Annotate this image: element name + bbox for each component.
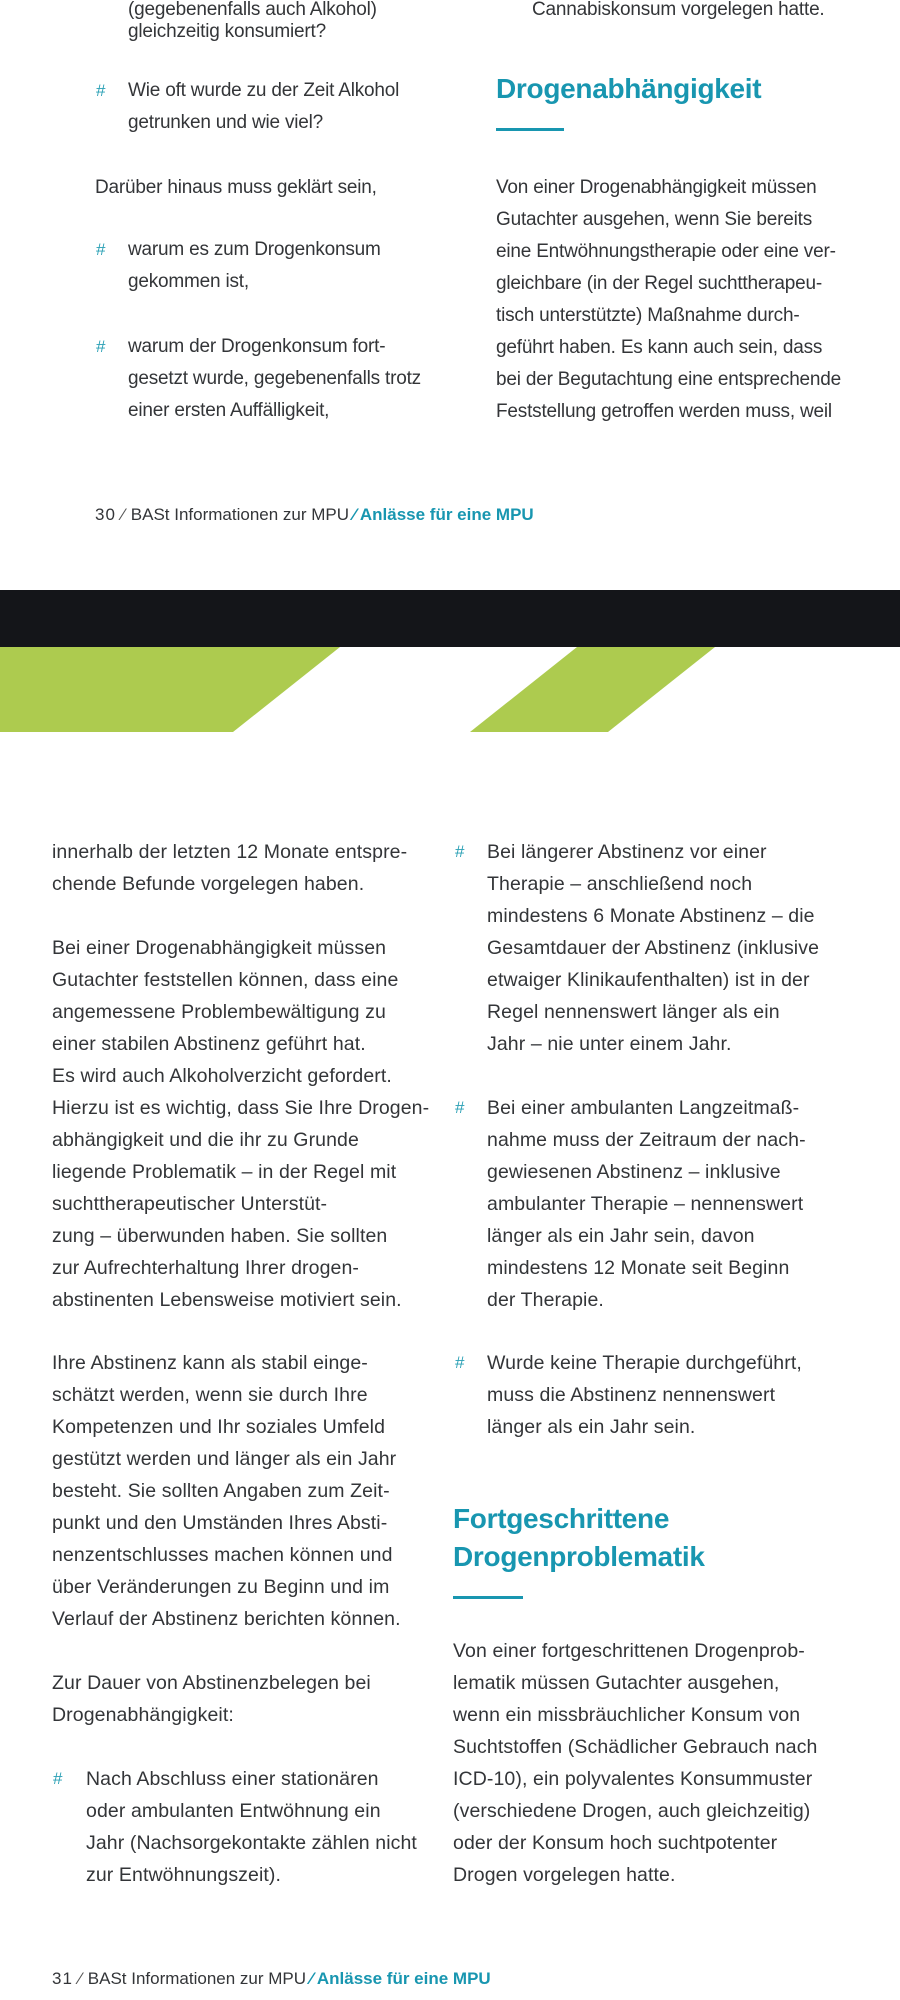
paragraph-dauer-abstinenzbelege: [52, 1667, 371, 1731]
text-line: gestützt werden und länger als ein Jahr: [52, 1448, 397, 1470]
heading-line: Drogenproblematik: [453, 1541, 705, 1572]
text-line: Gutachter ausgehen, wenn Sie bereits: [496, 209, 813, 230]
text-line: Von einer fortgeschrittenen Drogenprob-: [453, 1640, 805, 1662]
intro-paragraph: [95, 172, 377, 204]
text-line: innerhalb der letzten 12 Monate entspre-: [52, 841, 408, 863]
text-line: bei der Begutachtung eine entsprechende: [496, 369, 842, 390]
text-line: Es wird auch Alkoholverzicht gefordert.: [52, 1065, 392, 1087]
section-heading-fortgeschrittene: [453, 1500, 705, 1576]
bullet-item-laengere-abstinenz: [455, 836, 875, 1060]
hash-icon: #: [455, 1098, 465, 1117]
text-line: zur Aufrechterhaltung Ihrer drogen-: [52, 1257, 360, 1279]
text-line: angemessene Problembewältigung zu: [52, 1001, 386, 1023]
hash-icon: #: [455, 842, 465, 861]
text-line: Ihre Abstinenz kann als stabil einge-: [52, 1352, 368, 1374]
text-line: Jahr (Nachsorgekontakte zählen nicht: [86, 1832, 417, 1854]
text-line: einer stabilen Abstinenz geführt hat.: [52, 1033, 366, 1055]
text-line: Nach Abschluss einer stationären: [86, 1768, 379, 1790]
bullet-item-why-continue: [96, 331, 476, 427]
hash-icon: #: [96, 337, 106, 356]
text-line: mindestens 6 Monate Abstinenz – die: [487, 905, 815, 927]
section-heading-drogenabhaengigkeit: Drogenabhängigkeit: [496, 73, 762, 104]
text-line: Verlauf der Abstinenz berichten können.: [52, 1608, 401, 1630]
text-line: liegende Problematik – in der Regel mit: [52, 1161, 397, 1183]
text-line: nahme muss der Zeitraum der nach-: [487, 1129, 806, 1151]
bullet-item-entwoehnung: [53, 1763, 453, 1891]
page-footer-30: [95, 505, 534, 525]
text-line: gekommen ist,: [128, 271, 249, 292]
heading-underline: [453, 1596, 523, 1599]
page-number: 30: [95, 505, 116, 524]
text-line: ambulanter Therapie – nennenswert: [487, 1193, 804, 1215]
text-line: Drogenabhängigkeit:: [52, 1704, 234, 1726]
text-line: schätzt werden, wenn sie durch Ihre: [52, 1384, 368, 1406]
publication-title: BASt Informationen zur MPU: [87, 1969, 307, 1988]
text-line: Gutachter feststellen können, dass eine: [52, 969, 399, 991]
text-line: getrunken und wie viel?: [128, 112, 324, 133]
text-line: warum es zum Drogenkonsum: [128, 239, 381, 260]
paragraph-stabile-abstinenz: [52, 1347, 401, 1635]
text-line: einer ersten Auffälligkeit,: [128, 400, 330, 421]
text-line: (verschiedene Drogen, auch gleichzeitig): [453, 1800, 811, 1822]
text-line: Bei längerer Abstinenz vor einer: [487, 841, 767, 863]
text-line: nenzentschlusses machen können und: [52, 1544, 393, 1566]
text-line: gesetzt wurde, gegebenenfalls trotz: [128, 368, 421, 389]
paragraph-problembewaeltigung: [52, 932, 429, 1316]
text-line: (gegebenenfalls auch Alkohol): [128, 0, 377, 20]
text-line: Wie oft wurde zu der Zeit Alkohol: [128, 80, 400, 101]
slash-separator-icon: ⁄: [353, 505, 356, 524]
text-line: oder ambulanten Entwöhnung ein: [86, 1800, 381, 1822]
paragraph-drogenabhaengigkeit: [496, 172, 841, 428]
hash-icon: #: [53, 1769, 63, 1788]
text-line: länger als ein Jahr sein.: [487, 1416, 696, 1438]
cut-off-line-right: [532, 0, 825, 20]
text-line: muss die Abstinenz nennenswert: [487, 1384, 776, 1406]
text-line: Regel nennenswert länger als ein: [487, 1001, 780, 1023]
text-line: eine Entwöhnungstherapie oder eine ver-: [496, 241, 836, 262]
hash-icon: #: [455, 1353, 465, 1372]
text-line: wenn ein missbräuchlicher Konsum von: [453, 1704, 801, 1726]
text-line: ICD-10), ein polyvalentes Konsummuster: [453, 1768, 813, 1790]
text-line: über Veränderungen zu Beginn und im: [52, 1576, 390, 1598]
page-separator-band: [0, 590, 900, 647]
text-line: Kompetenzen und Ihr soziales Umfeld: [52, 1416, 386, 1438]
text-line: Wurde keine Therapie durchgeführt,: [487, 1352, 802, 1374]
text-line: lematik müssen Gutachter ausgehen,: [453, 1672, 780, 1694]
text-line: Therapie – anschließend noch: [487, 873, 753, 895]
text-line: Gesamtdauer der Abstinenz (inklusive: [487, 937, 820, 959]
text-line: Drogen vorgelegen hatte.: [453, 1864, 676, 1886]
text-line: geführt haben. Es kann auch sein, dass: [496, 337, 823, 358]
text-line: zur Entwöhnungszeit).: [86, 1864, 282, 1886]
text-line: abstinenten Lebensweise motiviert sein.: [52, 1289, 402, 1311]
text-line: Feststellung getroffen werden muss, weil: [496, 401, 832, 422]
text-line: Darüber hinaus muss geklärt sein,: [95, 177, 377, 198]
text-line: Suchtstoffen (Schädlicher Gebrauch nach: [453, 1736, 818, 1758]
bullet-item-langzeitmassnahme: [455, 1092, 875, 1316]
text-line: Bei einer Drogenabhängigkeit müssen: [52, 937, 387, 959]
text-line: chende Befunde vorgelegen haben.: [52, 873, 365, 895]
slash-separator-icon: ⁄: [121, 505, 125, 524]
text-line: gleichzeitig konsumiert?: [128, 21, 326, 42]
green-stripe-left: [0, 647, 340, 732]
paragraph-befunde: [52, 836, 407, 900]
text-line: abhängigkeit und die ihr zu Grunde: [52, 1129, 359, 1151]
text-line: Jahr – nie unter einem Jahr.: [487, 1033, 732, 1055]
text-line: punkt und den Umständen Ihres Absti-: [52, 1512, 388, 1534]
text-line: gleichbare (in der Regel suchttherapeu-: [496, 273, 822, 294]
text-line: Von einer Drogenabhängigkeit müssen: [496, 177, 817, 198]
heading-line: Fortgeschrittene: [453, 1503, 670, 1534]
text-line: warum der Drogenkonsum fort-: [128, 336, 386, 357]
hash-icon: #: [96, 81, 106, 100]
text-line: länger als ein Jahr sein, davon: [487, 1225, 755, 1247]
bullet-continuation: [128, 16, 326, 48]
green-stripe-right: [470, 647, 715, 732]
text-line: Cannabiskonsum vorgelegen hatte.: [532, 0, 825, 20]
text-line: oder der Konsum hoch suchtpotenter: [453, 1832, 778, 1854]
slash-separator-icon: ⁄: [78, 1969, 82, 1988]
hash-icon: #: [96, 240, 106, 259]
bullet-item-keine-therapie: [455, 1347, 875, 1443]
text-line: suchttherapeutischer Unterstüt-: [52, 1193, 328, 1215]
text-line: Hierzu ist es wichtig, dass Sie Ihre Drogen-: [52, 1097, 430, 1119]
text-line: gewiesenen Abstinenz – inklusive: [487, 1161, 781, 1183]
bullet-item-why-start: [96, 234, 476, 298]
text-line: tisch unterstützte) Maßnahme durch-: [496, 305, 800, 326]
text-line: besteht. Sie sollten Angaben zum Zeit-: [52, 1480, 390, 1502]
text-line: etwaiger Klinikaufenthalten) ist in der: [487, 969, 810, 991]
text-line: der Therapie.: [487, 1289, 604, 1311]
text-line: zung – überwunden haben. Sie sollten: [52, 1225, 388, 1247]
section-link[interactable]: Anlässe für eine MPU: [316, 1969, 491, 1988]
heading-underline: [496, 128, 564, 131]
slash-separator-icon: ⁄: [310, 1969, 313, 1988]
publication-title: BASt Informationen zur MPU: [130, 505, 350, 524]
text-line: Zur Dauer von Abstinenzbelegen bei: [52, 1672, 371, 1694]
bullet-item-alcohol: [96, 75, 476, 139]
section-link[interactable]: Anlässe für eine MPU: [359, 505, 534, 524]
text-line: Bei einer ambulanten Langzeitmaß-: [487, 1097, 800, 1119]
paragraph-fortgeschrittene: [453, 1635, 818, 1891]
text-line: mindestens 12 Monate seit Beginn: [487, 1257, 790, 1279]
page-number: 31: [52, 1969, 73, 1988]
page-footer-31: [52, 1969, 491, 1989]
green-decoration: [0, 647, 900, 733]
